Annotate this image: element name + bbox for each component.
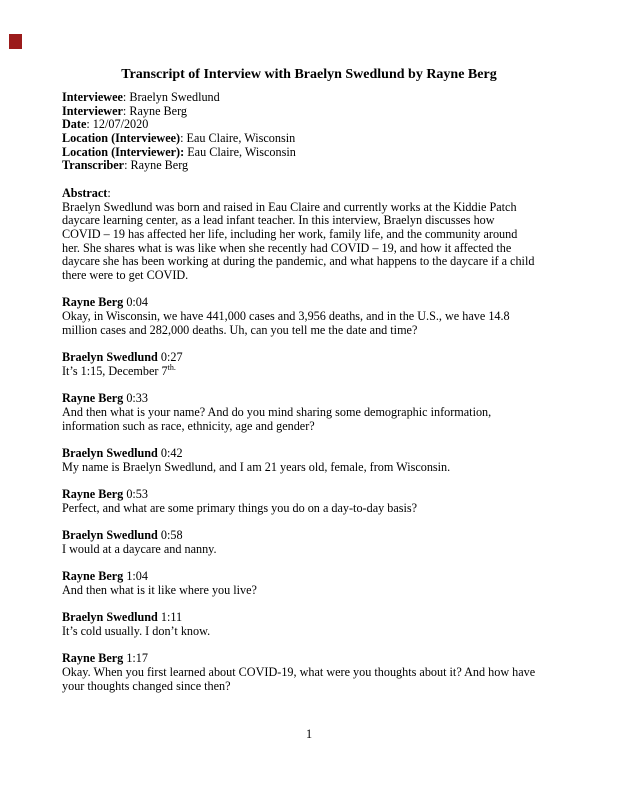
- speaker-timestamp: 0:42: [157, 445, 183, 460]
- speaker-timestamp: 0:27: [157, 350, 183, 365]
- transcript-text: And then what is your name? And do you mind sharing some demographic information,: [62, 404, 492, 419]
- metadata-label: Location (Interviewee): [62, 131, 181, 146]
- transcript-line: [62, 680, 556, 694]
- speaker-name: Rayne Berg: [62, 391, 124, 406]
- metadata-section: [62, 91, 556, 173]
- transcript-line: [62, 406, 556, 420]
- document-title: Transcript of Interview with Braelyn Swedlund by Rayne Berg: [121, 67, 497, 82]
- page-number: 1: [305, 727, 313, 741]
- speaker-heading: [62, 570, 556, 584]
- transcript-text: It’s 1:15, December 7: [62, 363, 168, 378]
- metadata-line: [62, 105, 556, 119]
- transcript-line: [62, 324, 556, 338]
- speaker-heading: [62, 296, 556, 310]
- transcript-text: your thoughts changed since then?: [62, 678, 231, 693]
- abstract-line: COVID – 19 has affected her life, including her work, family life, and the community around: [62, 226, 518, 241]
- speaker-timestamp: 1:04: [123, 569, 148, 584]
- metadata-line: [62, 91, 556, 105]
- transcript-text: information such as race, ethnicity, age and gender?: [62, 418, 315, 433]
- metadata-line: [62, 132, 556, 146]
- spacer: [62, 597, 556, 611]
- transcript-line: [62, 362, 556, 379]
- transcript-line: [62, 666, 556, 680]
- abstract-line: her. She shares what is was like when she recently had COVID – 19, and how it affected the: [62, 240, 512, 255]
- speaker-name: Rayne Berg: [62, 651, 124, 666]
- speaker-heading: [62, 611, 556, 625]
- metadata-label: Interviewee: [62, 90, 123, 104]
- speaker-heading: [62, 447, 556, 461]
- spacer: [62, 556, 556, 570]
- speaker-heading: [62, 652, 556, 666]
- transcript-line: [62, 310, 556, 324]
- metadata-value: : Rayne Berg: [124, 158, 189, 173]
- metadata-value: : Braelyn Swedlund: [122, 90, 220, 104]
- transcript-text: Okay. When you first learned about COVID-19, what were you thoughts about it? And how have: [62, 664, 536, 679]
- red-annotation-mark: [9, 34, 22, 49]
- superscript-text: th.: [167, 362, 176, 372]
- metadata-value: : Rayne Berg: [122, 103, 188, 118]
- abstract-line: there were to get COVID.: [62, 267, 189, 282]
- transcript-line: [62, 420, 556, 434]
- speaker-heading: [62, 488, 556, 502]
- transcript-line: [62, 461, 556, 475]
- metadata-line: [62, 146, 556, 160]
- spacer: [62, 173, 556, 187]
- transcript-text: And then what is it like where you live?: [62, 582, 257, 597]
- metadata-line: [62, 159, 556, 173]
- transcript-text: Perfect, and what are some primary things you do on a day-to-day basis?: [62, 500, 418, 515]
- speaker-timestamp: 1:17: [123, 651, 148, 666]
- transcript-line: [62, 543, 556, 557]
- speaker-timestamp: 1:11: [157, 610, 183, 625]
- speaker-timestamp: 0:04: [123, 295, 148, 310]
- abstract-heading: [62, 187, 556, 201]
- speaker-name: Rayne Berg: [62, 295, 124, 310]
- speaker-name: Braelyn Swedlund: [62, 350, 158, 365]
- transcript-line: [62, 584, 556, 598]
- transcript-line: [62, 625, 556, 639]
- spacer: [62, 378, 556, 392]
- metadata-label: Date: [62, 117, 87, 132]
- transcript-text: It’s cold usually. I don’t know.: [62, 623, 211, 638]
- speaker-name: Braelyn Swedlund: [62, 610, 158, 625]
- transcript-line: [62, 502, 556, 516]
- spacer: [62, 337, 556, 351]
- metadata-label: Location (Interviewer):: [62, 144, 185, 159]
- abstract-label: Abstract: [62, 185, 108, 200]
- abstract-line: daycare she has been working at during the pandemic, and what happens to the daycare if a child: [62, 254, 535, 269]
- metadata-value: Eau Claire, Wisconsin: [184, 144, 296, 159]
- spacer: [62, 474, 556, 488]
- speaker-name: Braelyn Swedlund: [62, 445, 158, 460]
- abstract-paragraph: [62, 201, 556, 283]
- spacer: [62, 433, 556, 447]
- metadata-value: : Eau Claire, Wisconsin: [180, 131, 296, 146]
- document-body: [62, 64, 556, 693]
- transcript-blocks: [62, 283, 556, 694]
- abstract-line: Braelyn Swedlund was born and raised in Eau Claire and currently works at the Kiddie Patch: [62, 199, 517, 214]
- speaker-heading: [62, 351, 556, 365]
- speaker-timestamp: 0:53: [123, 486, 148, 501]
- speaker-timestamp: 0:33: [123, 391, 148, 406]
- spacer: [62, 515, 556, 529]
- transcript-text: I would at a daycare and nanny.: [62, 541, 217, 556]
- speaker-name: Rayne Berg: [62, 486, 124, 501]
- metadata-value: : 12/07/2020: [86, 117, 149, 132]
- metadata-line: [62, 118, 556, 132]
- metadata-label: Transcriber: [62, 158, 125, 173]
- speaker-name: Rayne Berg: [62, 569, 124, 584]
- speaker-heading: [62, 529, 556, 543]
- speaker-timestamp: 0:58: [157, 528, 183, 542]
- abstract-colon: :: [107, 185, 111, 200]
- transcript-text: My name is Braelyn Swedlund, and I am 21 years old, female, from Wisconsin.: [62, 459, 451, 474]
- transcript-text: Okay, in Wisconsin, we have 441,000 cases and 3,956 deaths, and in the U.S., we have 14.8: [62, 309, 510, 323]
- spacer: [62, 283, 556, 297]
- metadata-label: Interviewer: [62, 103, 123, 118]
- transcript-text: million cases and 282,000 deaths. Uh, can you tell me the date and time?: [62, 322, 418, 337]
- speaker-name: Braelyn Swedlund: [62, 528, 158, 542]
- abstract-line: daycare learning center, as a lead infant teacher. In this interview, Braelyn discusses how: [62, 213, 495, 228]
- speaker-heading: [62, 392, 556, 406]
- spacer: [62, 639, 556, 653]
